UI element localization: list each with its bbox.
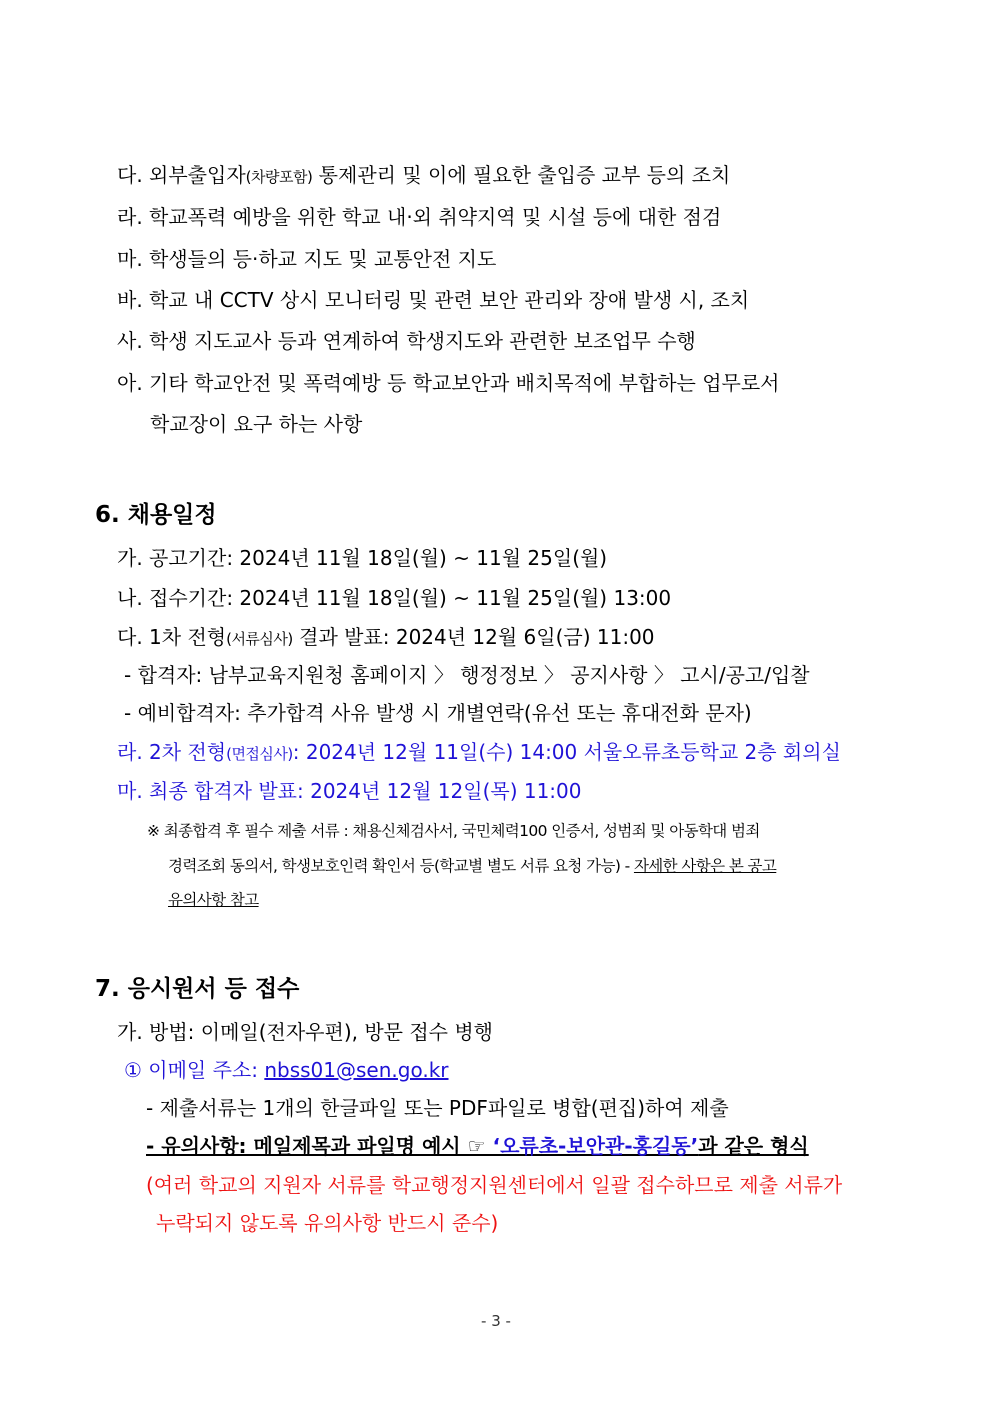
section7-heading: 7. 응시원서 등 접수 <box>95 976 300 1002</box>
submission-sub-file: - 제출서류는 1개의 한글파일 또는 PDF파일로 병합(편집)하여 제출 <box>146 1096 729 1120</box>
schedule-da-sub-passers: - 합격자: 남부교육지원청 홈페이지 〉 행정정보 〉 공지사항 〉 고시/공고/입찰 <box>124 663 810 687</box>
warning-line1: (여러 학교의 지원자 서류를 학교행정지원센터에서 일괄 접수하므로 제출 서류가 <box>146 1173 843 1197</box>
schedule-item-ma: 마. 최종 합격자 발표: 2024년 12월 12일(목) 11:00 <box>117 779 582 803</box>
email-link[interactable]: nbss01@sen.go.kr <box>264 1058 449 1082</box>
duty-item-ba: 바. 학교 내 CCTV 상시 모니터링 및 관련 보안 관리와 장애 발생 시, 조치 <box>117 288 750 312</box>
duty-item-sa: 사. 학생 지도교사 등과 연계하여 학생지도와 관련한 보조업무 수행 <box>117 329 696 353</box>
required-docs-note-line1: ※ 최종합격 후 필수 제출 서류 : 채용신체검사서, 국민체력100 인증서, 성범죄 및 아동학대 범죄 <box>147 822 760 840</box>
page-number: - 3 - <box>481 1312 511 1330</box>
submission-item-ga: 가. 방법: 이메일(전자우편), 방문 접수 병행 <box>117 1020 493 1044</box>
schedule-item-da: 다. 1차 전형(서류심사) 결과 발표: 2024년 12월 6일(금) 11:00 <box>117 625 655 649</box>
schedule-item-ra: 라. 2차 전형(면접심사): 2024년 12월 11일(수) 14:00 서울오류초등학교 2층 회의실 <box>117 740 841 764</box>
duty-item-a: 아. 기타 학교안전 및 폭력예방 등 학교보안과 배치목적에 부합하는 업무로서 <box>117 371 780 395</box>
duty-item-a-continued: 학교장이 요구 하는 사항 <box>150 412 363 436</box>
schedule-item-na: 나. 접수기간: 2024년 11월 18일(월) ~ 11월 25일(월) 13:00 <box>117 586 672 610</box>
warning-line2: 누락되지 않도록 유의사항 반드시 준수) <box>156 1211 499 1235</box>
submission-sub-caution: - 유의사항: 메일제목과 파일명 예시 ☞ ‘오류초-보안관-홍길동’과 같은 형식 <box>146 1134 809 1158</box>
section6-heading: 6. 채용일정 <box>95 502 217 528</box>
duty-item-da: 다. 외부출입자(차량포함) 통제관리 및 이에 필요한 출입증 교부 등의 조치 <box>117 163 731 187</box>
duty-item-ra: 라. 학교폭력 예방을 위한 학교 내·외 취약지역 및 시설 등에 대한 점검 <box>117 205 722 229</box>
email-address-line: ① 이메일 주소: nbss01@sen.go.kr <box>124 1058 449 1082</box>
required-docs-note-line2: 경력조회 동의서, 학생보호인력 확인서 등(학교별 별도 서류 요청 가능) - 자세한 사항은 본 공고 <box>168 857 777 875</box>
schedule-item-ga: 가. 공고기간: 2024년 11월 18일(월) ~ 11월 25일(월) <box>117 546 608 570</box>
duty-item-ma: 마. 학생들의 등·하교 지도 및 교통안전 지도 <box>117 247 497 271</box>
schedule-da-sub-reserve: - 예비합격자: 추가합격 사유 발생 시 개별연락(유선 또는 휴대전화 문자) <box>124 701 752 725</box>
required-docs-note-line3: 유의사항 참고 <box>168 891 259 909</box>
